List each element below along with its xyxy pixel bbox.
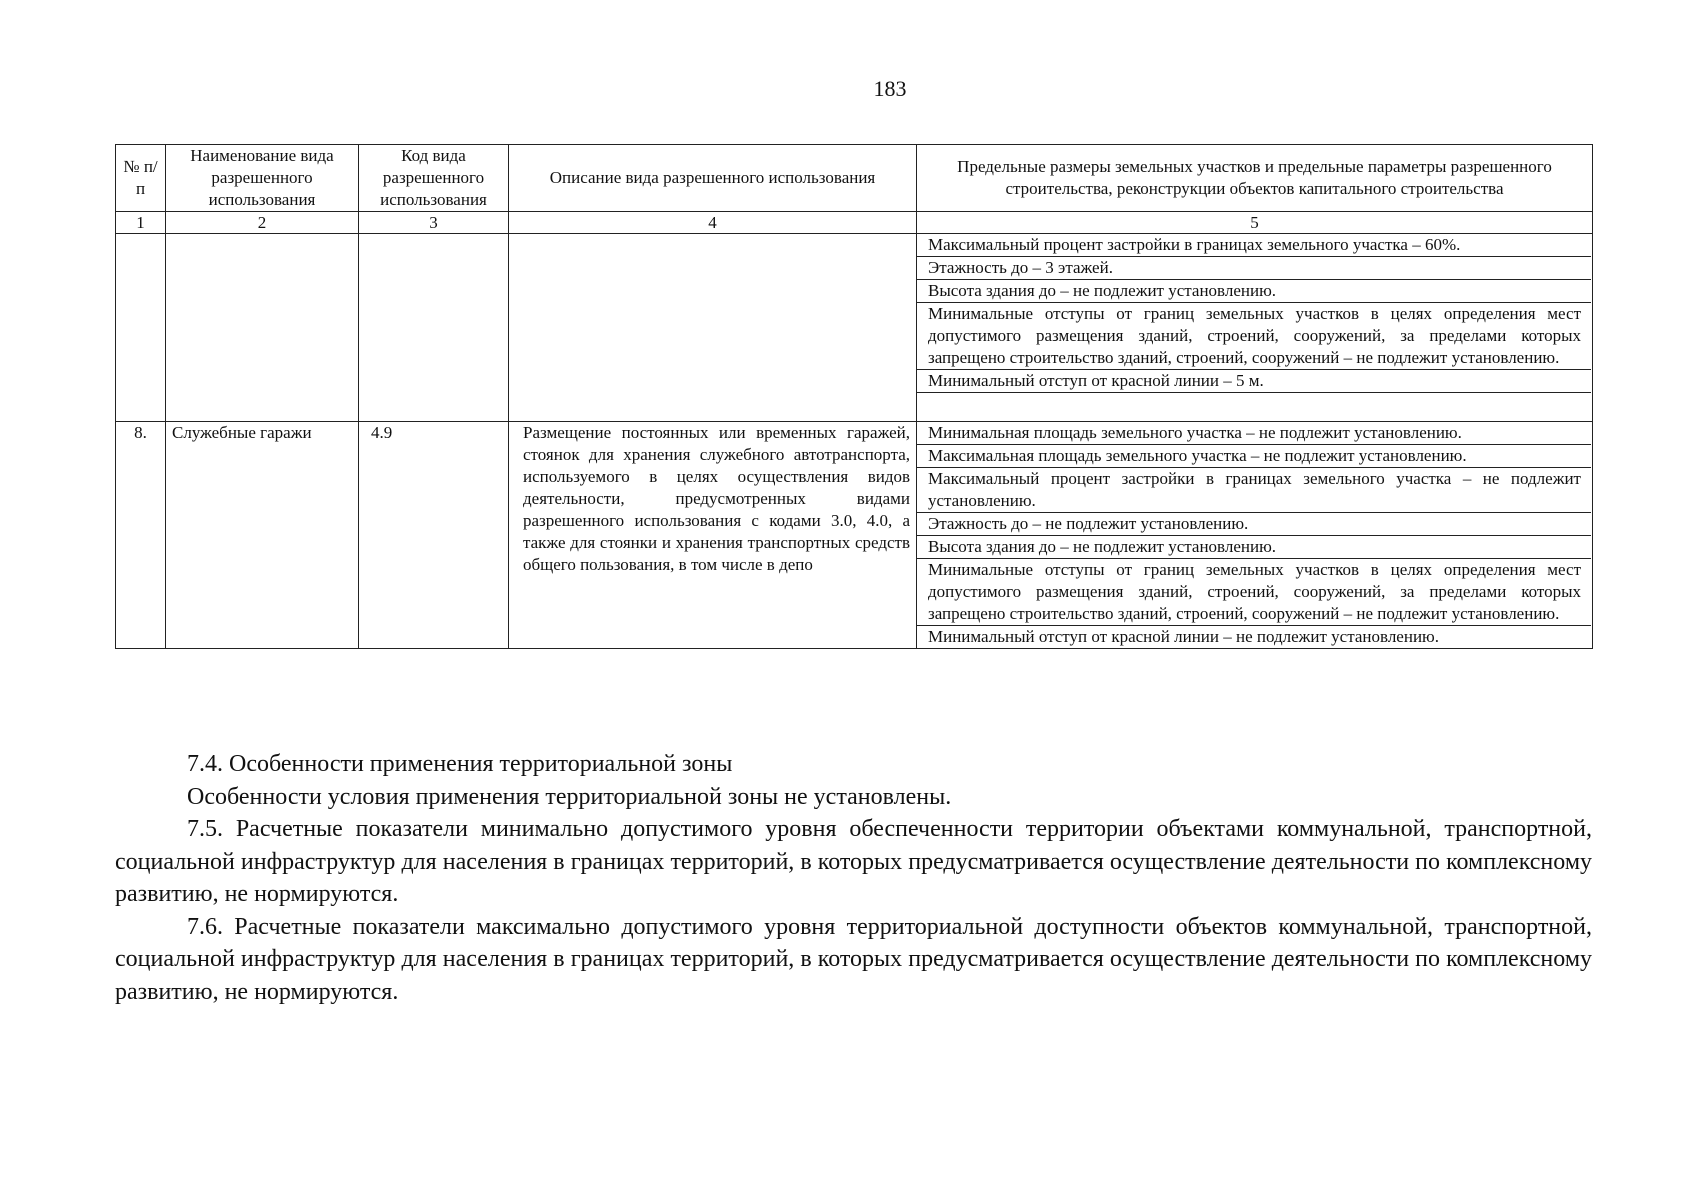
header-num: № п/п [116,145,166,212]
cell-name: Служебные гаражи [166,422,359,649]
section-heading: 7.4. Особенности применения территориальной зоны [187,751,733,777]
cell-name [166,234,359,422]
table-row-continuation [116,234,1593,422]
table-row-8 [116,422,1593,649]
column-number: 2 [166,212,359,234]
param-item: Минимальные отступы от границ земельных участков в целях определения мест допустимого размещения зданий, строений, сооружений, за пределами которых запрещено строительство зданий, строений, сооружений – не подлежит установлению. [917,559,1591,626]
header-code: Код вида разрешенного использования [359,145,509,212]
column-number: 1 [116,212,166,234]
cell-num [116,234,166,422]
param-item: Высота здания до – не подлежит установлению. [917,280,1591,303]
header-params: Предельные размеры земельных участков и предельные параметры разрешенного строительства, реконструкции объектов капитального строительства [917,145,1593,212]
param-item: Минимальный отступ от красной линии – не подлежит установлению. [928,627,1439,646]
header-desc: Описание вида разрешенного использования [509,145,917,212]
cell-params [917,234,1593,422]
header-name: Наименование вида разрешенного использования [166,145,359,212]
permitted-use-table [115,144,1593,649]
param-item: Минимальные отступы от границ земельных участков в целях определения мест допустимого размещения зданий, строений, сооружений, за пределами которых запрещено строительство зданий, строений, сооружений – не подлежит установлению. [917,303,1591,370]
section-paragraph: 7.5. Расчетные показатели минимально допустимого уровня обеспеченности территории объектами коммунальной, транспортной, социальной инфраструктур для населения в границах территорий, в которых предусматривается осуществление деятельности по комплексному развитию, не нормируются. [115,816,1592,907]
column-number: 4 [509,212,917,234]
table-header-row [116,145,1593,212]
param-item: Максимальный процент застройки в границах земельного участка – 60%. [917,234,1591,257]
cell-code [359,234,509,422]
cell-desc [509,234,917,422]
cell-desc: Размещение постоянных или временных гаражей, стоянок для хранения служебного автотранспорта, используемого в целях осуществления видов деятельности, предусмотренных видами разрешенного использования с кодами 3.0, 4.0, а также для стоянки и хранения транспортных средств общего пользования, в том числе в депо [509,422,917,649]
param-item: Минимальный отступ от красной линии – 5 м. [917,370,1591,393]
section-paragraph: 7.6. Расчетные показатели максимально допустимого уровня территориальной доступности объектов коммунальной, транспортной, социальной инфраструктур для населения в границах территорий, в которых предусматривается осуществление деятельности по комплексному развитию, не нормируются. [115,913,1592,1005]
page-number: 183 [873,76,907,101]
cell-num: 8. [116,422,166,649]
param-item: Этажность до – не подлежит установлению. [917,513,1591,536]
param-item: Этажность до – 3 этажей. [917,257,1591,280]
column-number: 5 [917,212,1593,234]
section-text [115,748,1592,1008]
cell-params [917,422,1593,649]
params-spacer [917,393,1592,421]
param-item: Максимальный процент застройки в границах земельного участка – не подлежит установлению. [917,468,1591,513]
column-numbers-row [116,212,1593,234]
section-paragraph: Особенности условия применения территориальной зоны не установлены. [187,783,952,810]
param-item: Минимальная площадь земельного участка – не подлежит установлению. [917,422,1591,445]
cell-code: 4.9 [359,422,509,649]
column-number: 3 [359,212,509,234]
param-item: Высота здания до – не подлежит установлению. [917,536,1591,559]
param-item: Максимальная площадь земельного участка – не подлежит установлению. [917,445,1591,468]
